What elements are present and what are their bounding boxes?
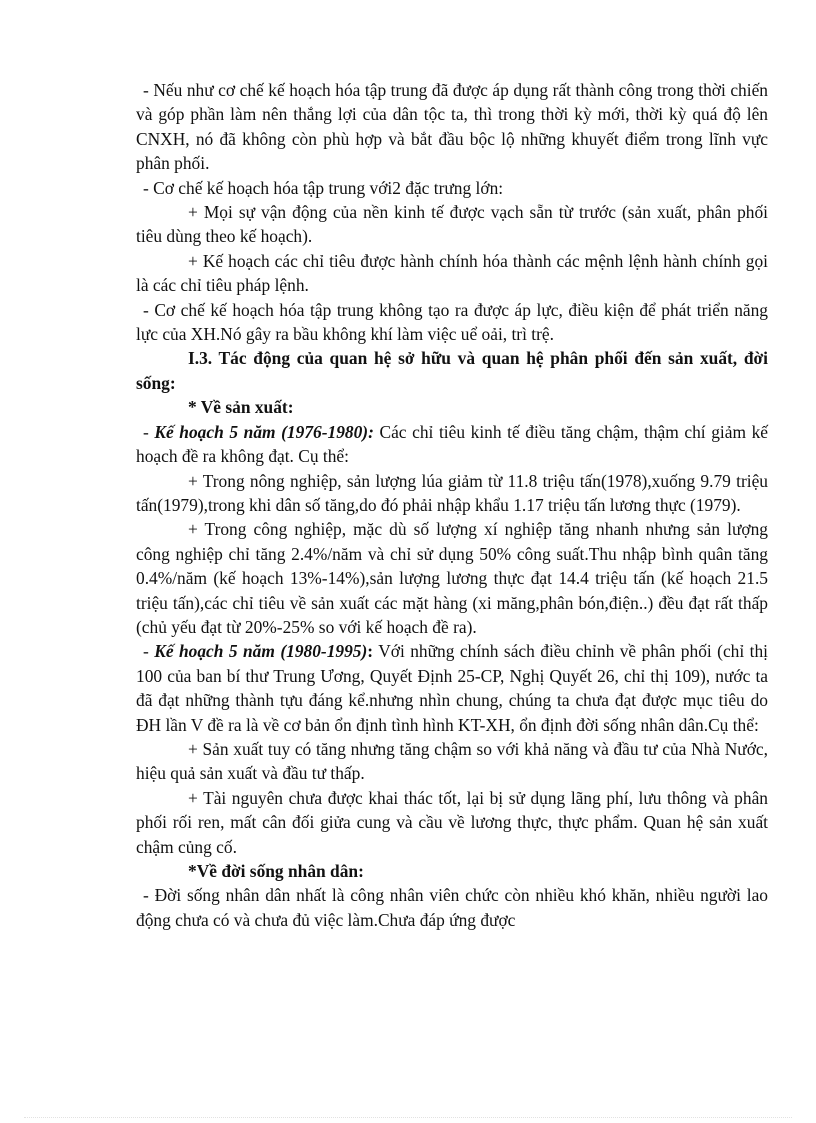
paragraph: + Sản xuất tuy có tăng nhưng tăng chậm so với khả năng và đầu tư của Nhà Nước, hiệu quả sản xuất và đầu tư thấp. bbox=[136, 738, 768, 784]
section-heading: I.3. Tác động của quan hệ sở hữu và quan hệ phân phối đến sản xuất, đời sống: bbox=[136, 348, 768, 393]
paragraph: - Nếu như cơ chế kế hoạch hóa tập trung đã được áp dụng rất thành công trong thời chiến và góp phần làm nên thắng lợi của dân tộc ta, thì trong thời kỳ mới, thời kỳ quá độ lên CNXH, nó đã không còn phù hợp và bắt đầu bộc lộ những khuyết điểm trong lĩnh vực phân phối. bbox=[136, 80, 768, 174]
page-bottom-rule bbox=[24, 1117, 792, 1118]
paragraph-text: Với những chính sách điều chỉnh về phân phối (chỉ thị 100 của ban bí thư Trung Ương, Quyết Định 25-CP, Nghị Quyết 26, chỉ thị 109), nước ta đã đạt những thành tựu đáng kể.nhưng nhìn chung, chúng ta chưa đạt được mục tiêu do ĐH lần V đề ra là về cơ bản ổn định tình hình KT-XH, ổn định đời sống nhân dân.Cụ thể: bbox=[136, 641, 768, 735]
paragraph: - Cơ chế kế hoạch hóa tập trung không tạo ra được áp lực, điều kiện để phát triển năng lực của XH.Nó gây ra bầu không khí làm việc uể oải, trì trệ. bbox=[136, 299, 768, 345]
document-body bbox=[136, 78, 768, 932]
paragraph: + Mọi sự vận động của nền kinh tế được vạch sẵn từ trước (sản xuất, phân phối tiêu dùng theo kế hoạch). bbox=[136, 202, 768, 247]
plan-title: Kế hoạch 5 năm (1976-1980): bbox=[154, 421, 374, 442]
subsection-heading: *Về đời sống nhân dân: bbox=[188, 861, 364, 881]
paragraph: - Cơ chế kế hoạch hóa tập trung với2 đặc trưng lớn: bbox=[143, 177, 504, 198]
paragraph-text: Các chỉ tiêu kinh tế điều tăng chậm, thậm chí giảm kế hoạch đề ra không đạt. Cụ thể: bbox=[136, 421, 768, 467]
paragraph: - Đời sống nhân dân nhất là công nhân viên chức còn nhiều khó khăn, nhiều người lao động chưa có và chưa đủ việc làm.Chưa đáp ứng được bbox=[136, 885, 768, 930]
paragraph: + Tài nguyên chưa được khai thác tốt, lại bị sử dụng lãng phí, lưu thông và phân phối rối ren, mất cân đối giửa cung và cầu về lương thực, thực phẩm. Quan hệ sản xuất chậm củng cố. bbox=[136, 787, 768, 857]
paragraph: + Kế hoạch các chỉ tiêu được hành chính hóa thành các mệnh lệnh hành chính gọi là các chỉ tiêu pháp lệnh. bbox=[136, 250, 768, 296]
paragraph: - Kế hoạch 5 năm (1980-1995): Với những chính sách điều chỉnh về phân phối (chỉ thị 100 của ban bí thư Trung Ương, Quyết Định 25-CP, Nghị Quyết 26, chỉ thị 109), nước ta đã đạt những thành tựu đáng kể.nhưng nhìn chung, chúng ta chưa đạt được mục tiêu do ĐH lần V đề ra là về cơ bản ổn định tình hình KT-XH, ổn định đời sống nhân dân.Cụ thể: bbox=[136, 641, 768, 735]
plan-title: Kế hoạch 5 năm (1980-1995) bbox=[154, 641, 368, 662]
subsection-heading: * Về sản xuất: bbox=[188, 397, 294, 418]
paragraph: + Trong công nghiệp, mặc dù số lượng xí nghiệp tăng nhanh nhưng sản lượng công nghiệp chỉ tăng 2.4%/năm và chỉ sử dụng 50% công suất.Thu nhập bình quân tăng 0.4%/năm (kế hoạch 13%-14%),sản lượng lương thực đạt 14.4 triệu tấn (kế hoạch 21.5 triệu tấn),các chỉ tiêu về sản xuất các mặt hàng (xi măng,phân bón,điện..) đều đạt rất thấp (chủ yếu đạt từ 20%-25% so với kế hoạch đề ra). bbox=[136, 519, 768, 637]
paragraph: + Trong nông nghiệp, sản lượng lúa giảm từ 11.8 triệu tấn(1978),xuống 9.79 triệu tấn(1979),trong khi dân số tăng,do đó phải nhập khẩu 1.17 triệu tấn lương thực (1979). bbox=[136, 470, 768, 515]
paragraph: - Kế hoạch 5 năm (1976-1980): Các chỉ tiêu kinh tế điều tăng chậm, thậm chí giảm kế hoạch đề ra không đạt. Cụ thể: bbox=[136, 421, 768, 467]
